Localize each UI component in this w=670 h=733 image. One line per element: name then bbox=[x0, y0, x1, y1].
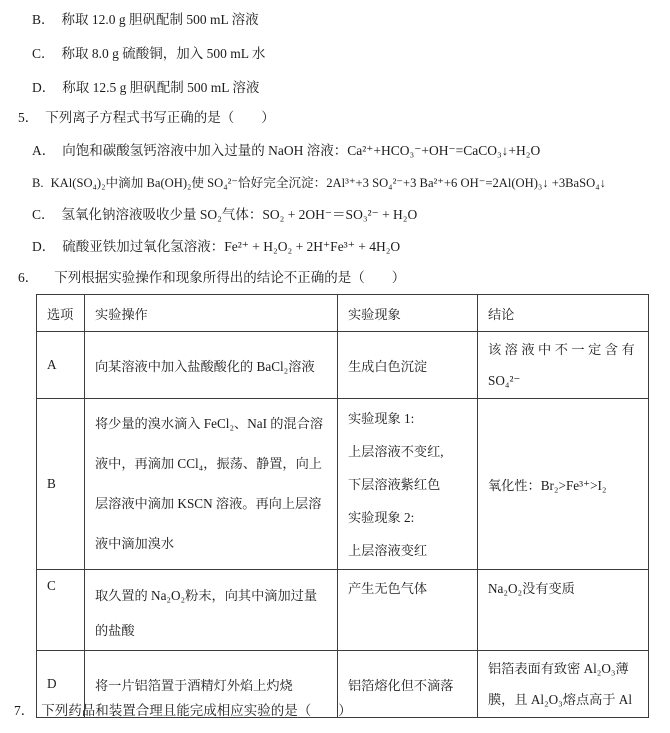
cell-conclusion: 氧化性：Br₂>Fe³⁺>I₂ bbox=[478, 399, 649, 570]
cell-conclusion: Na₂O₂没有变质 bbox=[478, 570, 649, 651]
question-text: 下列药品和装置合理且能完成相应实验的是（ ） bbox=[41, 703, 352, 718]
question-number: 7． bbox=[14, 703, 35, 718]
phenomenon-line: 实验现象 1: bbox=[348, 410, 415, 426]
q4-option-c bbox=[32, 42, 265, 62]
cell-conclusion: 铝箔表面有致密 Al₂O₃薄膜，且 Al₂O₃熔点高于 Al bbox=[478, 651, 649, 718]
q5-option-c bbox=[32, 203, 417, 223]
header-option: 选项 bbox=[37, 295, 85, 332]
question-text: 下列离子方程式书写正确的是（ ） bbox=[45, 110, 275, 125]
q4-option-d bbox=[32, 76, 259, 96]
q7-stem bbox=[14, 699, 352, 719]
cell-conclusion bbox=[478, 332, 649, 399]
cell-operation: 向某溶液中加入盐酸酸化的 BaCl₂溶液 bbox=[85, 332, 338, 399]
phenomenon-line: 上层溶液不变红, bbox=[348, 443, 444, 459]
cell-phenomenon: 生成白色沉淀 bbox=[338, 332, 478, 399]
option-text: 称取 12.5 g 胆矾配制 500 mL 溶液 bbox=[62, 80, 260, 95]
option-label: A． bbox=[32, 143, 56, 158]
cell-phenomenon bbox=[338, 399, 478, 570]
option-label: B． bbox=[32, 12, 55, 27]
cell-option: C bbox=[37, 570, 85, 651]
phenomenon-line: 实验现象 2: bbox=[348, 509, 415, 525]
cell-option: D bbox=[37, 651, 85, 718]
question-number: 5． bbox=[18, 110, 39, 125]
option-label: D． bbox=[32, 239, 56, 254]
header-phenomenon: 实验现象 bbox=[338, 295, 478, 332]
option-label: D． bbox=[32, 80, 56, 95]
q5-option-a bbox=[32, 139, 540, 159]
table-row-b bbox=[37, 399, 649, 570]
option-text: 称取 12.0 g 胆矾配制 500 mL 溶液 bbox=[61, 12, 259, 27]
conclusion-line: 该溶液中不一定含有 bbox=[488, 342, 639, 357]
option-label: C． bbox=[32, 46, 55, 61]
cell-option: B bbox=[37, 399, 85, 570]
option-text: 称取 8.0 g 硫酸铜，加入 500 mL 水 bbox=[61, 46, 266, 61]
phenomenon-lines bbox=[348, 402, 469, 567]
cell-operation: 将少量的溴水滴入 FeCl₂、NaI 的混合溶液中，再滴加 CCl₄，振荡、静置，向上层溶液中滴加 KSCN 溶液。再向上层溶液中滴加溴水 bbox=[85, 399, 338, 570]
cell-operation: 取久置的 Na₂O₂粉末，向其中滴加过量的盐酸 bbox=[85, 570, 338, 651]
q4-option-b bbox=[32, 8, 259, 28]
cell-phenomenon: 产生无色气体 bbox=[338, 570, 478, 651]
table-row-a bbox=[37, 332, 649, 399]
question-number: 6． bbox=[18, 270, 39, 285]
option-text: 氢氧化钠溶液吸收少量 SO₂气体：SO₂ + 2OH⁻＝SO₃²⁻ + H₂O bbox=[61, 207, 418, 222]
q6-table bbox=[36, 294, 649, 718]
option-text: KAl(SO₄)₂中滴加 Ba(OH)₂使 SO₄²⁻恰好完全沉淀：2Al³⁺+3 SO₄²⁻+3 Ba²⁺+6 OH⁻=2Al(OH)₃↓ +3BaSO₄↓ bbox=[50, 176, 606, 190]
option-label: B. bbox=[32, 176, 44, 190]
table-header-row bbox=[37, 295, 649, 332]
table-row-c bbox=[37, 570, 649, 651]
cell-option: A bbox=[37, 332, 85, 399]
option-label: C． bbox=[32, 207, 55, 222]
conclusion-formula: SO₄²⁻ bbox=[488, 373, 521, 388]
q6-stem bbox=[18, 266, 405, 286]
phenomenon-line: 上层溶液变红 bbox=[348, 542, 428, 558]
q5-option-d bbox=[32, 235, 400, 255]
cell-operation: 将一片铝箔置于酒精灯外焰上灼烧 bbox=[85, 651, 338, 718]
cell-phenomenon: 铝箔熔化但不滴落 bbox=[338, 651, 478, 718]
header-operation: 实验操作 bbox=[85, 295, 338, 332]
option-text: 向饱和碳酸氢钙溶液中加入过量的 NaOH 溶液：Ca²⁺+HCO₃⁻+OH⁻=CaCO₃↓+H₂O bbox=[62, 143, 541, 158]
phenomenon-line: 下层溶液紫红色 bbox=[348, 476, 441, 492]
header-conclusion: 结论 bbox=[478, 295, 649, 332]
option-text: 硫酸亚铁加过氧化氢溶液：Fe²⁺ + H₂O₂ + 2H⁺Fe³⁺ + 4H₂O bbox=[62, 239, 401, 254]
q5-stem bbox=[18, 106, 275, 126]
q5-option-b bbox=[32, 172, 606, 191]
question-text: 下列根据实验操作和现象所得出的结论不正确的是（ ） bbox=[54, 270, 406, 285]
